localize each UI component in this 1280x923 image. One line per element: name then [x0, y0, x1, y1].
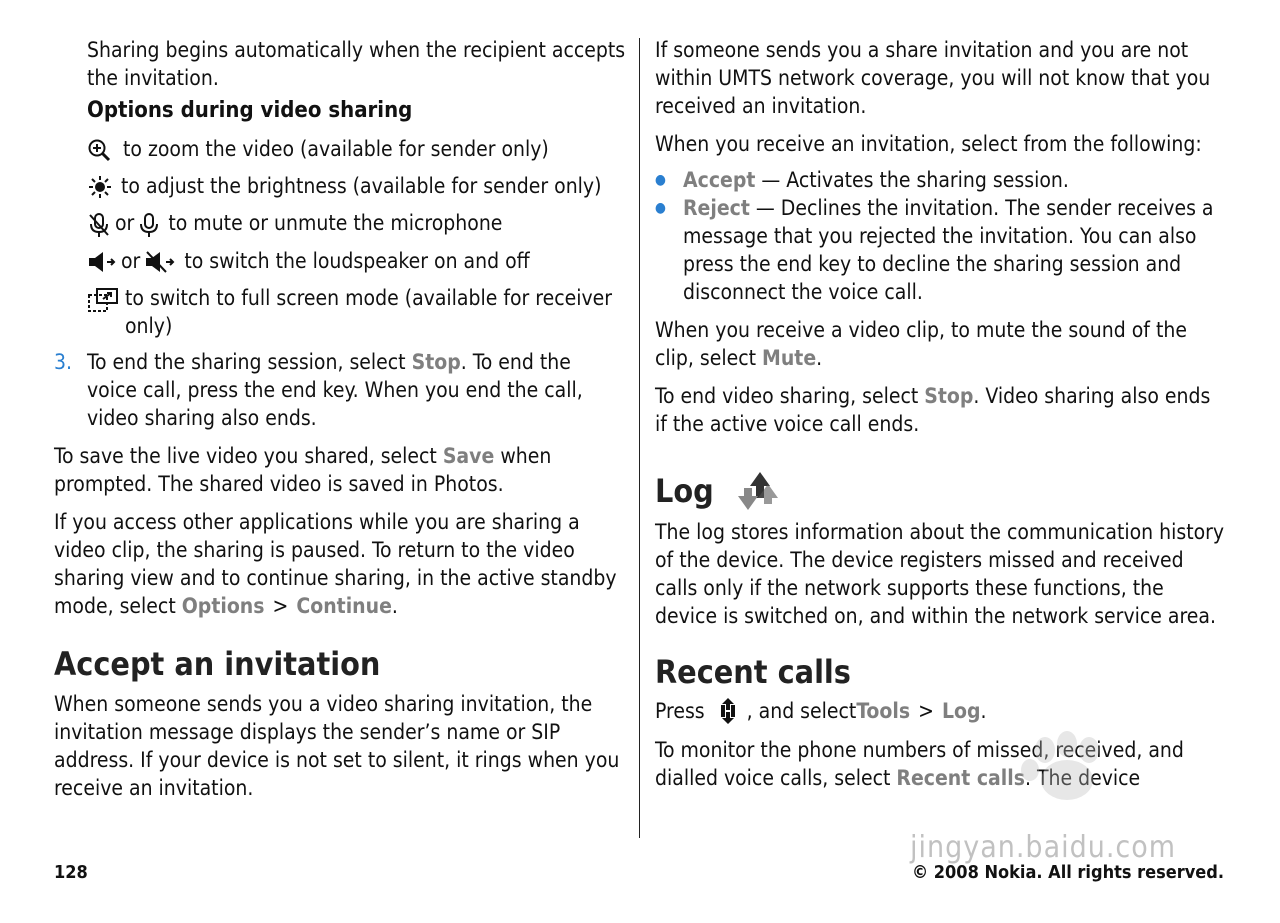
microphone-muted-icon [87, 212, 111, 238]
clip-paragraph: When you receive a video clip, to mute the sound of the clip, select Mute. [655, 318, 1187, 370]
right-column [655, 36, 1227, 792]
menu-separator: > [918, 699, 934, 723]
accept-keyword: Accept [683, 168, 756, 192]
continue-keyword: Continue [296, 594, 392, 618]
intro-paragraph: Sharing begins automatically when the recipient accepts the invitation. [87, 38, 626, 90]
menu-key-icon [711, 696, 745, 726]
options-heading: Options during video sharing [87, 98, 413, 123]
microphone-icon [138, 212, 160, 238]
step-3-text: To end the sharing session, select Stop. To end the voice call, press the end key. When you end the call, video sharing also ends. [87, 350, 583, 430]
fullscreen-icon [87, 287, 121, 313]
list-item: ● Accept — Activates the sharing session. [655, 166, 1227, 194]
accept-paragraph: When someone sends you a video sharing invitation, the invitation message displays the sender’s name or SIP address. If your device is not set to silent, it rings when you receive an invitation. [54, 692, 620, 800]
log-heading [655, 468, 1227, 514]
press-paragraph: Press , and select Tools > Log . [655, 696, 1227, 726]
log-title: Log [655, 472, 714, 510]
watermark-text: jingyan.baidu.com [910, 830, 1177, 865]
option-mute [87, 209, 626, 238]
option-brightness [87, 172, 626, 200]
copyright: © 2008 Nokia. All rights reserved. [911, 862, 1224, 883]
save-keyword: Save [442, 444, 495, 468]
option-mute-text: to mute or unmute the microphone [168, 211, 503, 235]
save-paragraph: To save the live video you shared, select Save when prompted. The shared video is saved in Photos. [54, 444, 552, 496]
option-speaker [87, 247, 626, 275]
list-item: ● Reject — Declines the invitation. The sender receives a message that you rejected the invitation. You can also press the end key to decline the sharing session and disconnect the voice call. [655, 194, 1227, 306]
left-column [54, 36, 626, 802]
step-number: 3. [54, 350, 73, 374]
recent-calls-heading: Recent calls [655, 653, 851, 691]
brightness-icon [87, 175, 113, 199]
tools-keyword: Tools [856, 699, 911, 723]
menu-separator: > [272, 594, 289, 618]
option-speaker-or: or [121, 249, 141, 273]
log-arrows-icon [728, 468, 784, 514]
option-fullscreen [87, 284, 626, 340]
option-fullscreen-text: to switch to full screen mode (available for receiver only) [125, 286, 613, 338]
option-brightness-text: to adjust the brightness (available for sender only) [121, 174, 602, 198]
recent-calls-keyword: Recent calls [896, 766, 1025, 790]
access-paragraph: If you access other applications while you are sharing a video clip, the sharing is paused. To return to the video sharing view and to continue sharing, in the active standby mode, select Options > Continue. [54, 510, 617, 618]
options-keyword: Options [181, 594, 265, 618]
accept-invitation-heading: Accept an invitation [54, 645, 381, 683]
invitation-options-list [655, 166, 1227, 306]
page-number: 128 [54, 862, 88, 883]
stop-keyword: Stop [924, 384, 974, 408]
mute-keyword: Mute [762, 346, 817, 370]
step-3 [54, 348, 626, 432]
log-paragraph: The log stores information about the communication history of the device. The device registers missed and received calls only if the network supports these functions, the device is switched on, and within the network service area. [655, 520, 1225, 628]
option-zoom [87, 135, 626, 163]
option-speaker-text: to switch the loudspeaker on and off [184, 249, 530, 273]
log-keyword: Log [941, 699, 981, 723]
loudspeaker-icon [87, 250, 117, 274]
zoom-icon [87, 138, 115, 162]
stop-keyword: Stop [411, 350, 461, 374]
option-zoom-text: to zoom the video (available for sender only) [123, 137, 549, 161]
loudspeaker-off-icon [144, 250, 176, 274]
end-sharing-paragraph: To end video sharing, select Stop. Video sharing also ends if the active voice call ends. [655, 384, 1211, 436]
receive-paragraph: When you receive an invitation, select from the following: [655, 132, 1202, 156]
reject-keyword: Reject [683, 196, 750, 220]
column-divider [639, 38, 640, 838]
umts-paragraph: If someone sends you a share invitation and you are not within UMTS network coverage, you will not know that you received an invitation. [655, 38, 1211, 118]
option-mute-or: or [115, 211, 135, 235]
monitor-paragraph: To monitor the phone numbers of missed, received, and dialled voice calls, select Recent calls. The device [655, 738, 1184, 790]
